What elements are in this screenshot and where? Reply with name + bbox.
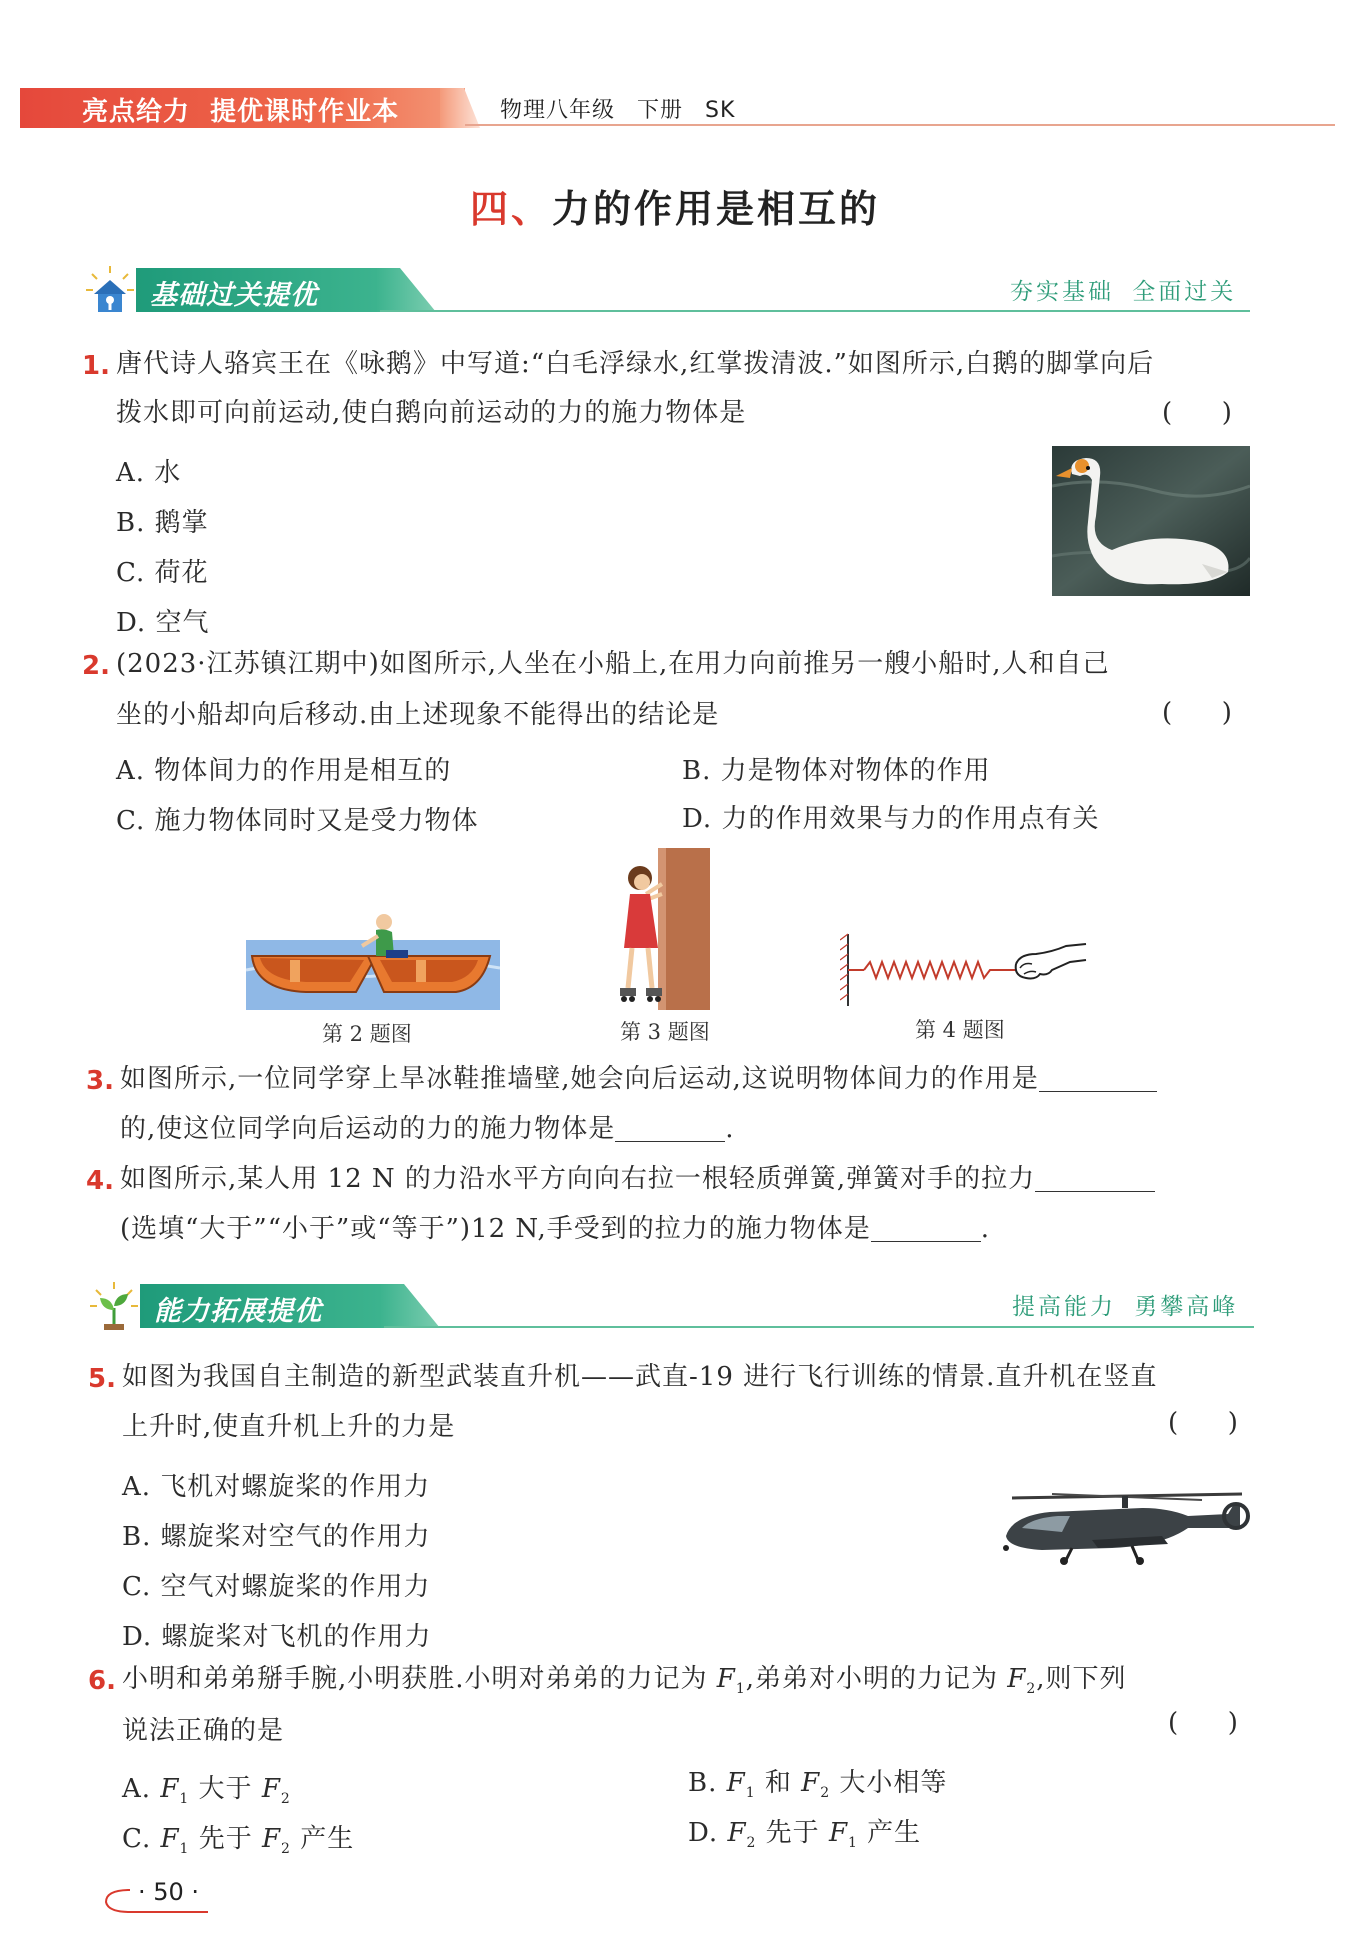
q3-stem-line1-text: 如图所示,一位同学穿上旱冰鞋推墙壁,她会向后运动,这说明物体间力的作用是	[120, 1064, 1039, 1094]
lesson-title	[0, 178, 1350, 233]
q6-option-d-text: 先于	[756, 1818, 829, 1848]
q2-option-b: B. 力是物体对物体的作用	[682, 756, 991, 786]
q6-sub-1: 1	[735, 1681, 746, 1698]
q5-answer-paren: ( )	[1168, 1408, 1238, 1438]
q6-number: 6.	[88, 1666, 116, 1696]
q5-stem-line1: 如图为我国自主制造的新型武装直升机——武直-19 进行飞行训练的情景.直升机在竖直	[122, 1362, 1158, 1392]
q6-option-d	[688, 1812, 921, 1851]
girl-pushing-wall-figure	[618, 848, 710, 1010]
q6-var-F: F	[727, 1818, 747, 1848]
q1-option-b: B. 鹅掌	[116, 508, 209, 538]
q6-var-F: F	[160, 1774, 180, 1804]
q6-sub-1: 1	[745, 1785, 756, 1802]
q1-option-c: C. 荷花	[116, 558, 209, 588]
q5-number: 5.	[88, 1364, 116, 1394]
q3-stem-line2-end: .	[725, 1114, 735, 1144]
q6-option-a-letter: A.	[122, 1774, 161, 1804]
q6-sub-1: 1	[179, 1791, 190, 1808]
q5-option-b: B. 螺旋桨对空气的作用力	[122, 1522, 431, 1552]
q6-sub-1: 1	[179, 1841, 190, 1858]
q4-blank-1[interactable]	[1035, 1167, 1155, 1192]
q2-stem-line1: (2023·江苏镇江期中)如图所示,人坐在小船上,在用力向前推另一艘小船时,人和自己	[116, 649, 1110, 679]
q4-stem-line1-text: 如图所示,某人用 12 N 的力沿水平方向向右拉一根轻质弹簧,弹簧对手的拉力	[120, 1164, 1036, 1194]
q6-var-F: F	[1007, 1664, 1027, 1694]
lesson-title-text: 力的作用是相互的	[552, 187, 881, 231]
spring-figure	[840, 924, 1090, 1010]
q6-answer-paren: ( )	[1168, 1708, 1238, 1738]
q1-option-d: D. 空气	[116, 608, 210, 638]
q4-stem-line2-text: (选填“大于”“小于”或“等于”)12 N,手受到的拉力的施力物体是	[120, 1214, 871, 1244]
q6-sub-2: 2	[281, 1841, 291, 1858]
header-rule	[465, 124, 1335, 126]
q6-option-b-letter: B.	[688, 1768, 727, 1798]
q6-option-d-letter: D.	[688, 1818, 728, 1848]
q6-sub-2: 2	[1026, 1681, 1037, 1698]
q3-stem-line2	[120, 1116, 735, 1142]
q4-number: 4.	[86, 1166, 114, 1196]
q6-option-a-text: 大于	[189, 1774, 262, 1804]
helicopter-photo	[992, 1464, 1254, 1570]
section-title-basic: 基础过关提优	[150, 280, 318, 311]
q3-stem-line2-text: 的,使这位同学向后运动的力的施力物体是	[120, 1114, 616, 1144]
q5-option-a: A. 飞机对螺旋桨的作用力	[122, 1472, 431, 1502]
q2-option-c: C. 施力物体同时又是受力物体	[116, 806, 479, 836]
q6-option-b	[688, 1762, 947, 1801]
q1-answer-paren: ( )	[1162, 398, 1232, 428]
q6-stem-line1	[122, 1666, 1127, 1702]
q6-stem-line1-b: ,弟弟对小明的力记为	[745, 1664, 1008, 1694]
q2-option-a: A. 物体间力的作用是相互的	[116, 756, 452, 786]
sprout-icon	[88, 1280, 140, 1332]
q2-answer-paren: ( )	[1162, 698, 1232, 728]
q4-stem-line2-end: .	[980, 1214, 991, 1244]
q6-sub-2: 2	[280, 1791, 291, 1808]
q6-var-F: F	[160, 1824, 180, 1854]
lesson-number: 四、	[469, 187, 552, 231]
q6-sub-2: 2	[820, 1785, 831, 1802]
q6-option-d-end: 产生	[857, 1818, 922, 1848]
section-rule-basic	[380, 310, 1250, 312]
q5-option-d: D. 螺旋桨对飞机的作用力	[122, 1622, 432, 1652]
q6-option-c-end: 产生	[290, 1824, 355, 1854]
q6-var-F: F	[828, 1818, 848, 1848]
header-band-tip	[440, 88, 480, 128]
section-slogan-basic: 夯实基础 全面过关	[1010, 279, 1237, 305]
q6-option-a	[122, 1768, 291, 1807]
page-number: · 50 ·	[138, 1878, 200, 1906]
q6-stem-line2: 说法正确的是	[122, 1716, 285, 1746]
q6-var-F: F	[716, 1664, 736, 1694]
q2-stem-line2: 坐的小船却向后移动.由上述现象不能得出的结论是	[116, 700, 720, 730]
q1-stem-line1: 唐代诗人骆宾王在《咏鹅》中写道:“白毛浮绿水,红掌拨清波.”如图所示,白鹅的脚掌向后	[116, 349, 1155, 379]
q1-stem-line2: 拨水即可向前运动,使白鹅向前运动的力的施力物体是	[116, 398, 747, 428]
q5-option-c: C. 空气对螺旋桨的作用力	[122, 1572, 431, 1602]
house-key-icon	[84, 264, 136, 316]
q6-var-F: F	[261, 1774, 281, 1804]
q3-blank-2[interactable]	[615, 1117, 725, 1142]
q4-blank-2[interactable]	[871, 1217, 981, 1242]
q1-option-a: A. 水	[116, 458, 182, 488]
section-title-advanced: 能力拓展提优	[154, 1296, 322, 1327]
q4-stem-line1	[120, 1166, 1155, 1192]
q6-var-F: F	[801, 1768, 821, 1798]
goose-photo	[1052, 446, 1250, 596]
q6-stem-line1-c: ,则下列	[1036, 1664, 1127, 1694]
q4-stem-line2	[120, 1216, 990, 1242]
q6-option-c-letter: C.	[122, 1824, 161, 1854]
q6-option-c-text: 先于	[189, 1824, 262, 1854]
q6-var-F: F	[726, 1768, 746, 1798]
q6-stem-line1-a: 小明和弟弟掰手腕,小明获胜.小明对弟弟的力记为	[122, 1664, 717, 1694]
q6-sub-2: 2	[746, 1835, 757, 1852]
header-subject: 物理八年级 下册 SK	[500, 98, 736, 123]
q5-stem-line2: 上升时,使直升机上升的力是	[122, 1412, 456, 1442]
figure-caption-q2: 第 2 题图	[322, 1022, 412, 1046]
q6-var-F: F	[262, 1824, 282, 1854]
header-series-title: 亮点给力 提优课时作业本	[82, 97, 400, 127]
q6-option-b-end: 大小相等	[830, 1768, 948, 1798]
q3-stem-line1	[120, 1066, 1157, 1092]
q3-blank-1[interactable]	[1039, 1067, 1157, 1092]
figure-caption-q3: 第 3 题图	[620, 1020, 710, 1044]
q6-option-b-text: 和	[755, 1768, 802, 1798]
q2-option-d: D. 力的作用效果与力的作用点有关	[682, 804, 1100, 834]
figure-caption-q4: 第 4 题图	[915, 1018, 1005, 1042]
boats-figure	[246, 900, 500, 1010]
q1-number: 1.	[82, 351, 110, 381]
q6-sub-1: 1	[848, 1835, 858, 1852]
section-rule-advanced	[384, 1326, 1254, 1328]
q2-number: 2.	[82, 651, 110, 681]
q6-option-c	[122, 1818, 354, 1857]
section-slogan-advanced: 提高能力 勇攀高峰	[1012, 1294, 1239, 1320]
q3-number: 3.	[86, 1066, 114, 1096]
